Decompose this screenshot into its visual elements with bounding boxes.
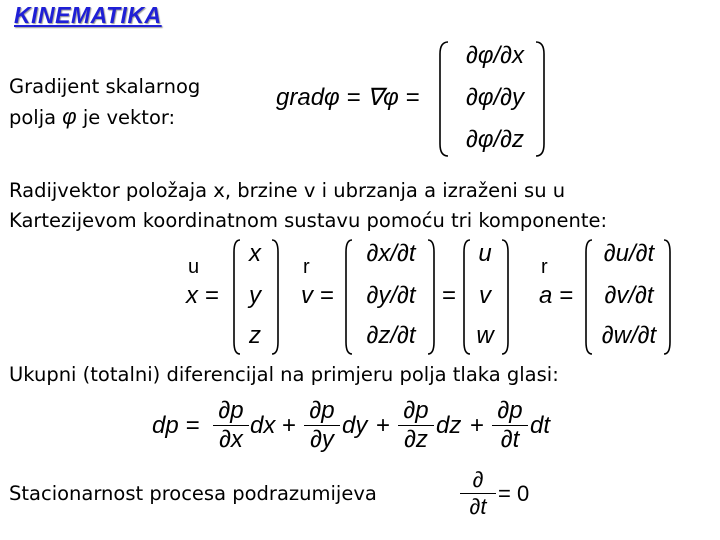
differential-frac-z bbox=[398, 398, 434, 453]
v-vector-lhs: v = bbox=[301, 282, 334, 309]
v-component-y: ∂y/∂t bbox=[366, 282, 416, 309]
frac-y-num: ∂p bbox=[309, 397, 335, 424]
x-component-y: y bbox=[249, 282, 261, 309]
differential-frac-t bbox=[492, 398, 528, 453]
grad-component-z: ∂φ/∂z bbox=[465, 126, 525, 153]
differential-plus-2: + bbox=[376, 412, 391, 439]
x-component-x: x bbox=[249, 240, 261, 267]
a-component-v: ∂v/∂t bbox=[604, 282, 654, 309]
v-component-x: ∂x/∂t bbox=[366, 240, 416, 267]
frac-x-num: ∂p bbox=[218, 397, 244, 424]
differential-dz: dz bbox=[436, 412, 462, 439]
grad-component-x: ∂φ/∂x bbox=[465, 42, 525, 69]
frac-t-num: ∂p bbox=[497, 397, 523, 424]
v-vector-arrow-glyph: r bbox=[303, 256, 310, 278]
frac-x-den: ∂x bbox=[219, 426, 243, 453]
a-vector-lhs: a = bbox=[539, 282, 574, 309]
x-component-z: z bbox=[249, 322, 261, 349]
v-component-u: u bbox=[478, 240, 492, 267]
grad-text-polja: polja bbox=[9, 106, 57, 129]
grad-text-line1: Gradijent skalarnog bbox=[9, 75, 201, 98]
stationary-rhs: = 0 bbox=[498, 481, 530, 506]
stationary-frac-num: ∂ bbox=[472, 467, 484, 492]
differential-plus-3: + bbox=[470, 412, 485, 439]
differential-dx: dx bbox=[250, 412, 276, 439]
frac-t-den: ∂t bbox=[500, 426, 520, 453]
frac-z-num: ∂p bbox=[403, 397, 429, 424]
page-title: KINEMATIKA bbox=[14, 2, 162, 28]
v-equals-sign: = bbox=[442, 282, 457, 309]
a-component-w: ∂w/∂t bbox=[601, 322, 657, 349]
grad-text-line2 bbox=[9, 102, 175, 132]
v-component-w: w bbox=[476, 322, 494, 349]
frac-z-den: ∂z bbox=[404, 426, 428, 453]
v-component-z: ∂z/∂t bbox=[366, 322, 416, 349]
a-component-u: ∂u/∂t bbox=[603, 240, 655, 267]
grad-text-vektor: je vektor: bbox=[82, 106, 176, 129]
x-vector-lhs: x = bbox=[186, 282, 219, 309]
stationary-text: Stacionarnost procesa podrazumijeva bbox=[9, 482, 377, 505]
differential-dt: dt bbox=[530, 412, 551, 439]
vectors-text-line2: Kartezijevom koordinatnom sustavu pomoću tri komponente: bbox=[9, 209, 608, 232]
stationary-frac-den: ∂t bbox=[469, 494, 487, 519]
a-vector-arrow-glyph: r bbox=[541, 256, 548, 278]
differential-plus-1: + bbox=[282, 412, 297, 439]
x-vector-arrow-glyph: u bbox=[188, 256, 200, 278]
differential-lhs: dp = bbox=[152, 412, 200, 439]
v-component-v: v bbox=[479, 282, 491, 309]
differential-dy: dy bbox=[342, 412, 368, 439]
grad-lhs: gradφ = ∇φ = bbox=[276, 84, 420, 111]
differential-text: Ukupni (totalni) diferencijal na primjeru polja tlaka glasi: bbox=[9, 363, 559, 386]
vectors-text-line1: Radijvektor položaja x, brzine v i ubrzanja a izraženi su u bbox=[9, 179, 566, 202]
differential-frac-y bbox=[304, 398, 340, 453]
differential-frac-x bbox=[213, 398, 249, 453]
grad-component-y: ∂φ/∂y bbox=[465, 84, 525, 111]
stationary-frac bbox=[460, 468, 496, 519]
frac-y-den: ∂y bbox=[310, 426, 334, 453]
phi-symbol: φ bbox=[62, 104, 77, 129]
